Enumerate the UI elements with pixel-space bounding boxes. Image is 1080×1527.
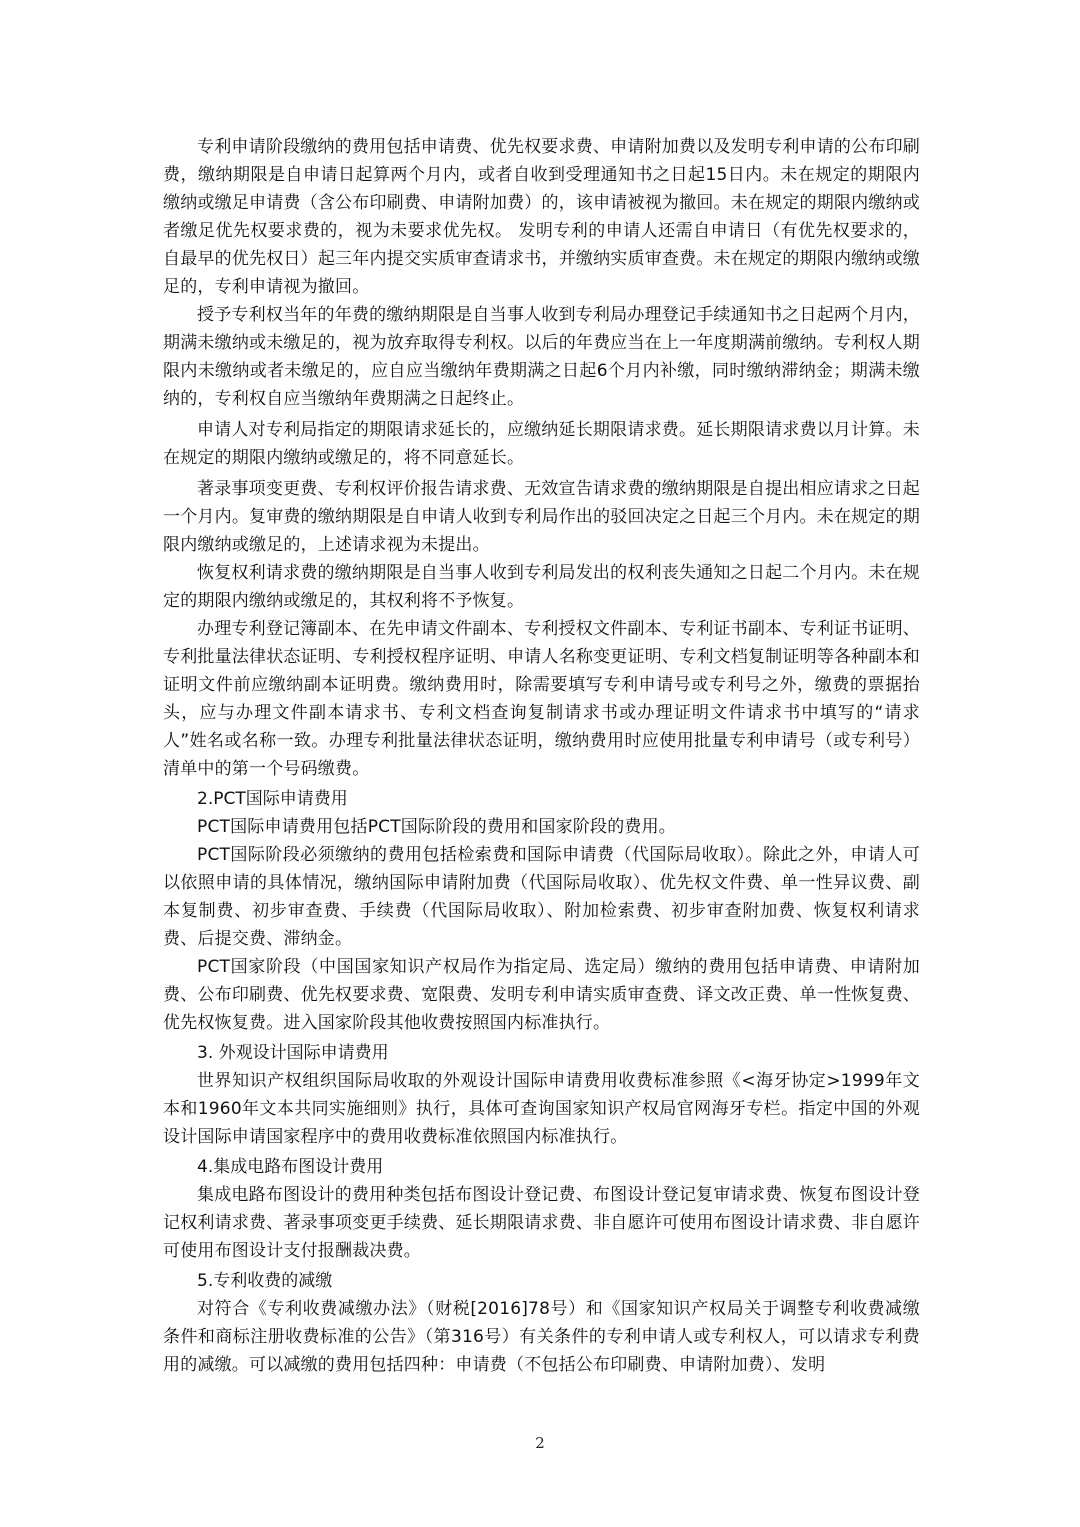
paragraph-patent-application-fees: 专利申请阶段缴纳的费用包括申请费、优先权要求费、申请附加费以及发明专利申请的公布印刷费，缴纳期限是自申请日起算两个月内，或者自收到受理通知书之日起15日内。未在规定的期限内缴纳或缴足申请费（含公布印刷费、申请附加费）的，该申请被视为撤回。未在规定的期限内缴纳或者缴足优先权要求费的，视为未要求优先权。 发明专利的申请人还需自申请日（有优先权要求的，自最早的优先权日）起三年内提交实质审查请求书，并缴纳实质审查费。未在规定的期限内缴纳或缴足的，专利申请视为撤回。	[163, 137, 920, 297]
document-body	[163, 133, 920, 1379]
heading-layout-design-fees: 4.集成电路布图设计费用	[197, 1157, 384, 1177]
page-number: 2	[535, 1434, 545, 1452]
paragraph-layout-design-fees: 集成电路布图设计的费用种类包括布图设计登记费、布图设计登记复审请求费、恢复布图设计登记权利请求费、著录事项变更手续费、延长期限请求费、非自愿许可使用布图设计请求费、非自愿许可使用布图设计支付报酬裁决费。	[163, 1185, 920, 1261]
paragraph-change-and-review-fees: 著录事项变更费、专利权评价报告请求费、无效宣告请求费的缴纳期限是自提出相应请求之日起一个月内。复审费的缴纳期限是自申请人收到专利局作出的驳回决定之日起三个月内。未在规定的期限内缴纳或缴足的，上述请求视为未提出。	[163, 479, 920, 555]
heading-pct-fees: 2.PCT国际申请费用	[197, 789, 348, 809]
paragraph-annual-fees: 授予专利权当年的年费的缴纳期限是自当事人收到专利局办理登记手续通知书之日起两个月内，期满未缴纳或未缴足的，视为放弃取得专利权。以后的年费应当在上一年度期满前缴纳。专利权人期限内未缴纳或者未缴足的，应自应当缴纳年费期满之日起6个月内补缴，同时缴纳滞纳金；期满未缴纳的，专利权自应当缴纳年费期满之日起终止。	[163, 305, 920, 409]
heading-design-international-fees: 3. 外观设计国际申请费用	[197, 1043, 389, 1063]
paragraph-copy-certificate-fees: 办理专利登记簿副本、在先申请文件副本、专利授权文件副本、专利证书副本、专利证书证明、专利批量法律状态证明、专利授权程序证明、申请人名称变更证明、专利文档复制证明等各种副本和证明文件前应缴纳副本证明费。缴纳费用时，除需要填写专利申请号或专利号之外，缴费的票据抬头，应与办理文件副本请求书、专利文档查询复制请求书或办理证明文件请求书中填写的“请求人”姓名或名称一致。办理专利批量法律状态证明，缴纳费用时应使用批量专利申请号（或专利号）清单中的第一个号码缴费。	[163, 619, 920, 779]
heading-fee-reduction: 5.专利收费的减缴	[197, 1271, 333, 1291]
paragraph-extension-fees: 申请人对专利局指定的期限请求延长的，应缴纳延长期限请求费。延长期限请求费以月计算。未在规定的期限内缴纳或缴足的，将不同意延长。	[163, 420, 920, 468]
paragraph-pct-national-phase: PCT国家阶段（中国国家知识产权局作为指定局、选定局）缴纳的费用包括申请费、申请附加费、公布印刷费、优先权要求费、宽限费、发明专利申请实质审查费、译文改正费、单一性恢复费、优先权恢复费。进入国家阶段其他收费按照国内标准执行。	[163, 957, 920, 1033]
paragraph-restoration-fees: 恢复权利请求费的缴纳期限是自当事人收到专利局发出的权利丧失通知之日起二个月内。未在规定的期限内缴纳或缴足的，其权利将不予恢复。	[163, 563, 920, 611]
paragraph-pct-international-phase: PCT国际阶段必须缴纳的费用包括检索费和国际申请费（代国际局收取）。除此之外，申请人可以依照申请的具体情况，缴纳国际申请附加费（代国际局收取）、优先权文件费、单一性异议费、副本复制费、初步审查费、手续费（代国际局收取）、附加检索费、初步审查附加费、恢复权利请求费、后提交费、滞纳金。	[163, 845, 920, 949]
paragraph-pct-overview: PCT国际申请费用包括PCT国际阶段的费用和国家阶段的费用。	[197, 817, 677, 837]
paragraph-hague-fees: 世界知识产权组织国际局收取的外观设计国际申请费用收费标准参照《<海牙协定>1999年文本和1960年文本共同实施细则》执行，具体可查询国家知识产权局官网海牙专栏。指定中国的外观设计国际申请国家程序中的费用收费标准依照国内标准执行。	[163, 1071, 920, 1147]
paragraph-fee-reduction: 对符合《专利收费减缴办法》（财税[2016]78号）和《国家知识产权局关于调整专利收费减缴条件和商标注册收费标准的公告》（第316号）有关条件的专利申请人或专利权人，可以请求专利费用的减缴。可以减缴的费用包括四种：申请费（不包括公布印刷费、申请附加费）、发明	[163, 1299, 920, 1375]
